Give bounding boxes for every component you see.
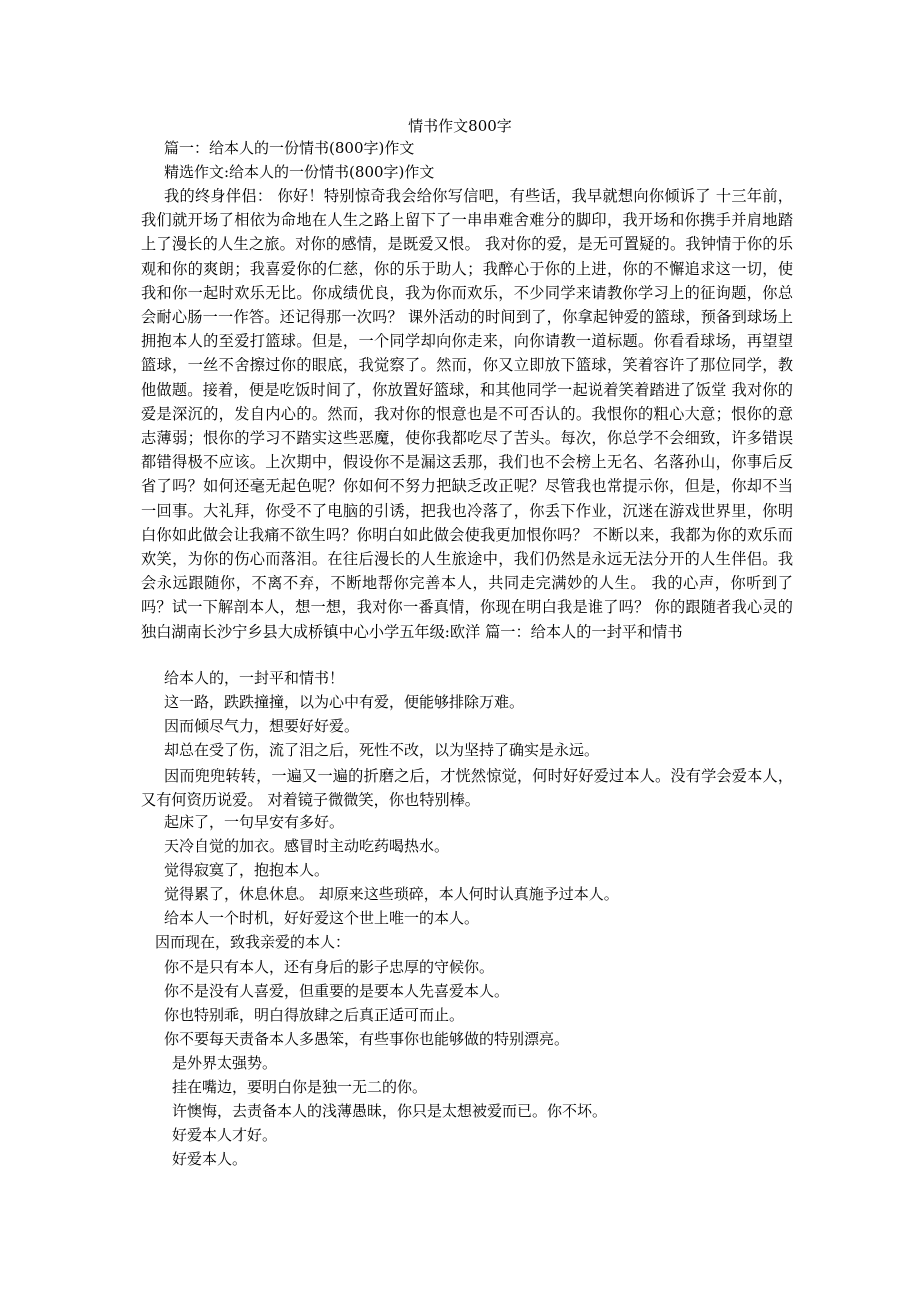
text-line: 起床了，一句早安有多好。: [164, 813, 345, 831]
text-line: 是外界太强势。: [172, 1054, 278, 1072]
document-title: 情书作文800字: [408, 117, 512, 135]
text-line: 你不是没有人喜爱，但重要的是要本人先喜爱本人。: [164, 982, 510, 1000]
text-line: 你不是只有本人，还有身后的影子忠厚的守候你。: [164, 958, 495, 976]
text-line: 因而倾尽气力，想要好好爱。: [164, 717, 360, 735]
text-line: 挂在嘴边，要明白你是独一无二的你。: [172, 1078, 428, 1096]
text-line: 这一路，跌跌撞撞，以为心中有爱，便能够排除万难。: [164, 693, 525, 711]
text-line: 你不要每天责备本人多愚笨，有些事你也能够做的特别漂亮。: [164, 1030, 570, 1048]
text-line: 给本人的，一封平和情书！: [164, 669, 345, 687]
text-line: 好爱本人。: [172, 1150, 248, 1168]
section-subheading: 精选作文:给本人的一份情书(800字)作文: [164, 163, 435, 181]
text-line: 给本人一个时机，好好爱这个世上唯一的本人。: [164, 909, 480, 927]
text-line: 天冷自觉的加衣。感冒时主动吃药喝热水。: [164, 837, 450, 855]
text-line: 觉得寂寞了，抱抱本人。: [164, 861, 330, 879]
text-line: 却总在受了伤，流了泪之后，死性不改，以为坚持了确实是永远。: [164, 741, 600, 759]
text-line: 觉得累了，休息休息。 却原来这些琐碎，本人何时认真施予过本人。: [164, 885, 619, 903]
text-line: 你也特别乖，明白得放肆之后真正适可而止。: [164, 1006, 465, 1024]
section-heading: 篇一：给本人的一份情书(800字)作文: [164, 139, 415, 157]
text-line: 因而现在，致我亲爱的本人：: [155, 933, 351, 951]
text-line: 许懊悔，去责备本人的浅薄愚昧，你只是太想被爱而已。你不坏。: [172, 1102, 608, 1120]
body-paragraph: 因而兜兜转转，一遍又一遍的折磨之后，才恍然惊觉，何时好好爱过本人。没有学会爱本人，又有何资历说爱。 对着镜子微微笑，你也特别棒。: [141, 767, 793, 810]
body-paragraph: 我的终身伴侣： 你好！特别惊奇我会给你写信吧，有些话，我早就想向你倾诉了 十三年前，我们就开场了相依为命地在人生之路上留下了一串串难舍难分的脚印，我开场和你携手并肩地踏上了漫长的人生之旅。对你的感情，是既爱又恨。 我对你的爱，是无可置疑的。我钟情于你的乐观和你的爽朗；我喜爱你的仁慈，你的乐于助人；我醉心于你的上进，你的不懈追求这一切，使我和你一起时欢乐无比。你成绩优良，我为你而欢乐，不少同学来请教你学习上的征询题，你总会耐心肠一一作答。还记得那一次吗？ 课外活动的时间到了，你拿起钟爱的篮球，预备到球场上拥抱本人的至爱打篮球。但是，一个同学却向你走来，向你请教一道标题。你看看球场，再望望篮球，一丝不舍擦过你的眼底，我觉察了。然而，你又立即放下篮球，笑着容许了那位同学，教他做题。接着，便是吃饭时间了，你放置好篮球，和其他同学一起说着笑着踏进了饭堂 我对你的爱是深沉的，发自内心的。然而，我对你的恨意也是不可否认的。我恨你的粗心大意；恨你的意志薄弱；恨你的学习不踏实这些恶魔，使你我都吃尽了苦头。每次，你总学不会细致，许多错误都错得极不应该。上次期中，假设你不是漏这丢那，我们也不会榜上无名、名落孙山，你事后反省了吗？如何还毫无起色呢？你如何不努力把缺乏改正呢？尽管我也常提示你，但是，你却不当一回事。大礼拜，你受不了电脑的引诱，把我也冷落了，你丢下作业，沉迷在游戏世界里，你明白你如此做会让我痛不欲生吗？你明白如此做会使我更加恨你吗？ 不断以来，我都为你的欢乐而欢笑，为你的伤心而落泪。在往后漫长的人生旅途中，我们仍然是永远无法分开的人生伴侣。我会永远跟随你，不离不弃，不断地帮你完善本人，共同走完满妙的人生。 我的心声，你听到了吗？试一下解剖本人，想一想，我对你一番真情，你现在明白我是谁了吗？ 你的跟随者我心灵的独白湖南长沙宁乡县大成桥镇中心小学五年级:欧洋 篇一：给本人的一封平和情书: [141, 187, 793, 641]
text-line: 好爱本人才好。: [172, 1126, 278, 1144]
